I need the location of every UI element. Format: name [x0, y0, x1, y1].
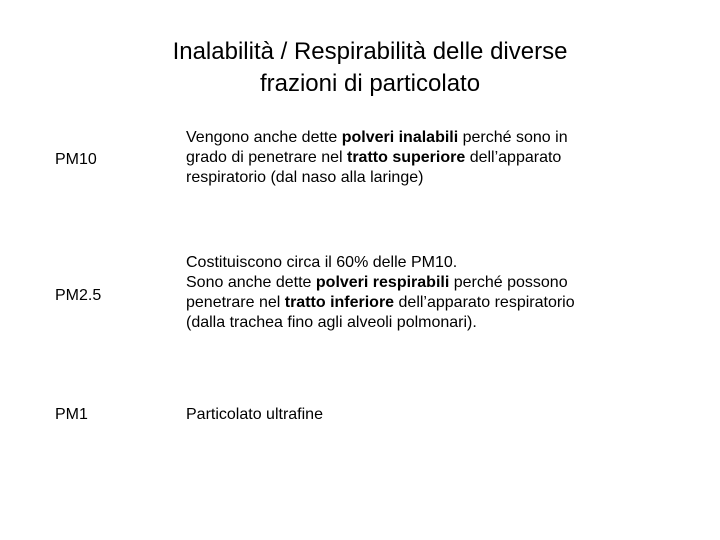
row-description-pm2-5	[186, 253, 666, 333]
row-description-pm10	[186, 128, 666, 188]
row-label-pm10: PM10	[55, 151, 97, 168]
description-line: Vengono anche dette polveri inalabili perché sono in	[186, 129, 568, 146]
title-line-1: Inalabilità / Respirabilità delle diverse	[172, 38, 568, 65]
row-description-pm1	[186, 405, 666, 425]
description-line: Particolato ultrafine	[186, 406, 323, 423]
row-label-pm2-5: PM2.5	[55, 287, 102, 304]
description-line: Costituiscono circa il 60% delle PM10.	[186, 254, 458, 271]
description-line: grado di penetrare nel tratto superiore dell’apparato	[186, 149, 562, 166]
description-line: (dalla trachea fino agli alveoli polmonari).	[186, 314, 477, 331]
description-line: penetrare nel tratto inferiore dell’apparato respiratorio	[186, 294, 575, 311]
description-line: Sono anche dette polveri respirabili perché possono	[186, 274, 568, 291]
row-label-pm1: PM1	[55, 406, 88, 423]
description-line: respiratorio (dal naso alla laringe)	[186, 169, 424, 186]
title-line-2: frazioni di particolato	[259, 70, 481, 97]
slide-title	[80, 36, 660, 100]
